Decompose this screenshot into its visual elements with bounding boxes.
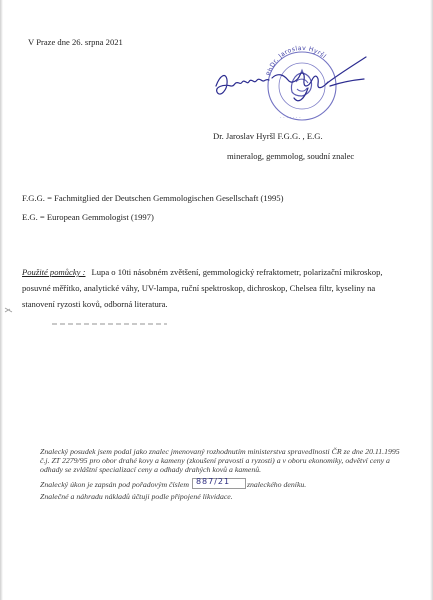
register-line xyxy=(40,478,400,489)
signature-stamp xyxy=(212,42,368,124)
signer-name: Dr. Jaroslav Hyršl F.G.G. , E.G. xyxy=(213,131,323,141)
appointment-statement: Znalecký posudek jsem podal jako znalec jmenovaný rozhodnutím ministerstva spravedlnosti ČR ze dne 20.11.1995 č.j. ZT 2279/95 pro obor drahé kovy a kameny (zkoušení pravosti a ryzosti) a v oboru ekonomiky, odvětví ceny a odhady se zvláštní specializací ceny a odhady drahých kovů a kamenů. xyxy=(40,447,400,475)
faint-bleed-through-line xyxy=(52,323,167,325)
stamp-ring-text: PhDr. Jaroslav Hyršl xyxy=(265,44,328,77)
tools-text: Lupa o 10ti násobném zvětšení, gemmologický refraktometr, polarizační mikroskop, posuvné měřítko, analytické váhy, UV-lampa, ruční spektroskop, dichroskop, Chelsea filtr, kyseliny na stanovení ryzosti kovů, odborná literatura. xyxy=(22,267,383,310)
svg-text:PhDr. Jaroslav Hyršl xyxy=(266,45,328,77)
definition-fgg: F.G.G. = Fachmitglied der Deutschen Gemmologischen Gesellschaft (1995) xyxy=(22,193,284,203)
definition-eg: E.G. = European Gemmologist (1997) xyxy=(22,212,154,222)
svg-text:· · · · · · ·: · · · · · · · xyxy=(280,115,301,121)
tools-label: Použité pomůcky : xyxy=(22,267,86,277)
date-line: V Praze dne 26. srpna 2021 xyxy=(28,37,123,47)
register-number: 887/21 xyxy=(195,476,231,486)
register-text-after: znaleckého deníku. xyxy=(246,479,307,489)
closing-block xyxy=(40,447,400,501)
fees-line: Znalečné a náhradu nákladů účtuji podle připojené likvidace. xyxy=(40,491,233,501)
handwritten-signature xyxy=(216,57,366,101)
signer-roles: mineralog, gemmolog, soudní znalec xyxy=(227,151,355,161)
register-text-before: Znalecký úkon je zapsán pod pořadovým číslem xyxy=(40,479,189,489)
scan-edge-left xyxy=(0,0,3,600)
stamp-lion-emblem xyxy=(291,70,311,96)
tools-paragraph xyxy=(22,264,402,313)
margin-mark xyxy=(4,307,13,314)
register-number-box xyxy=(192,478,246,489)
